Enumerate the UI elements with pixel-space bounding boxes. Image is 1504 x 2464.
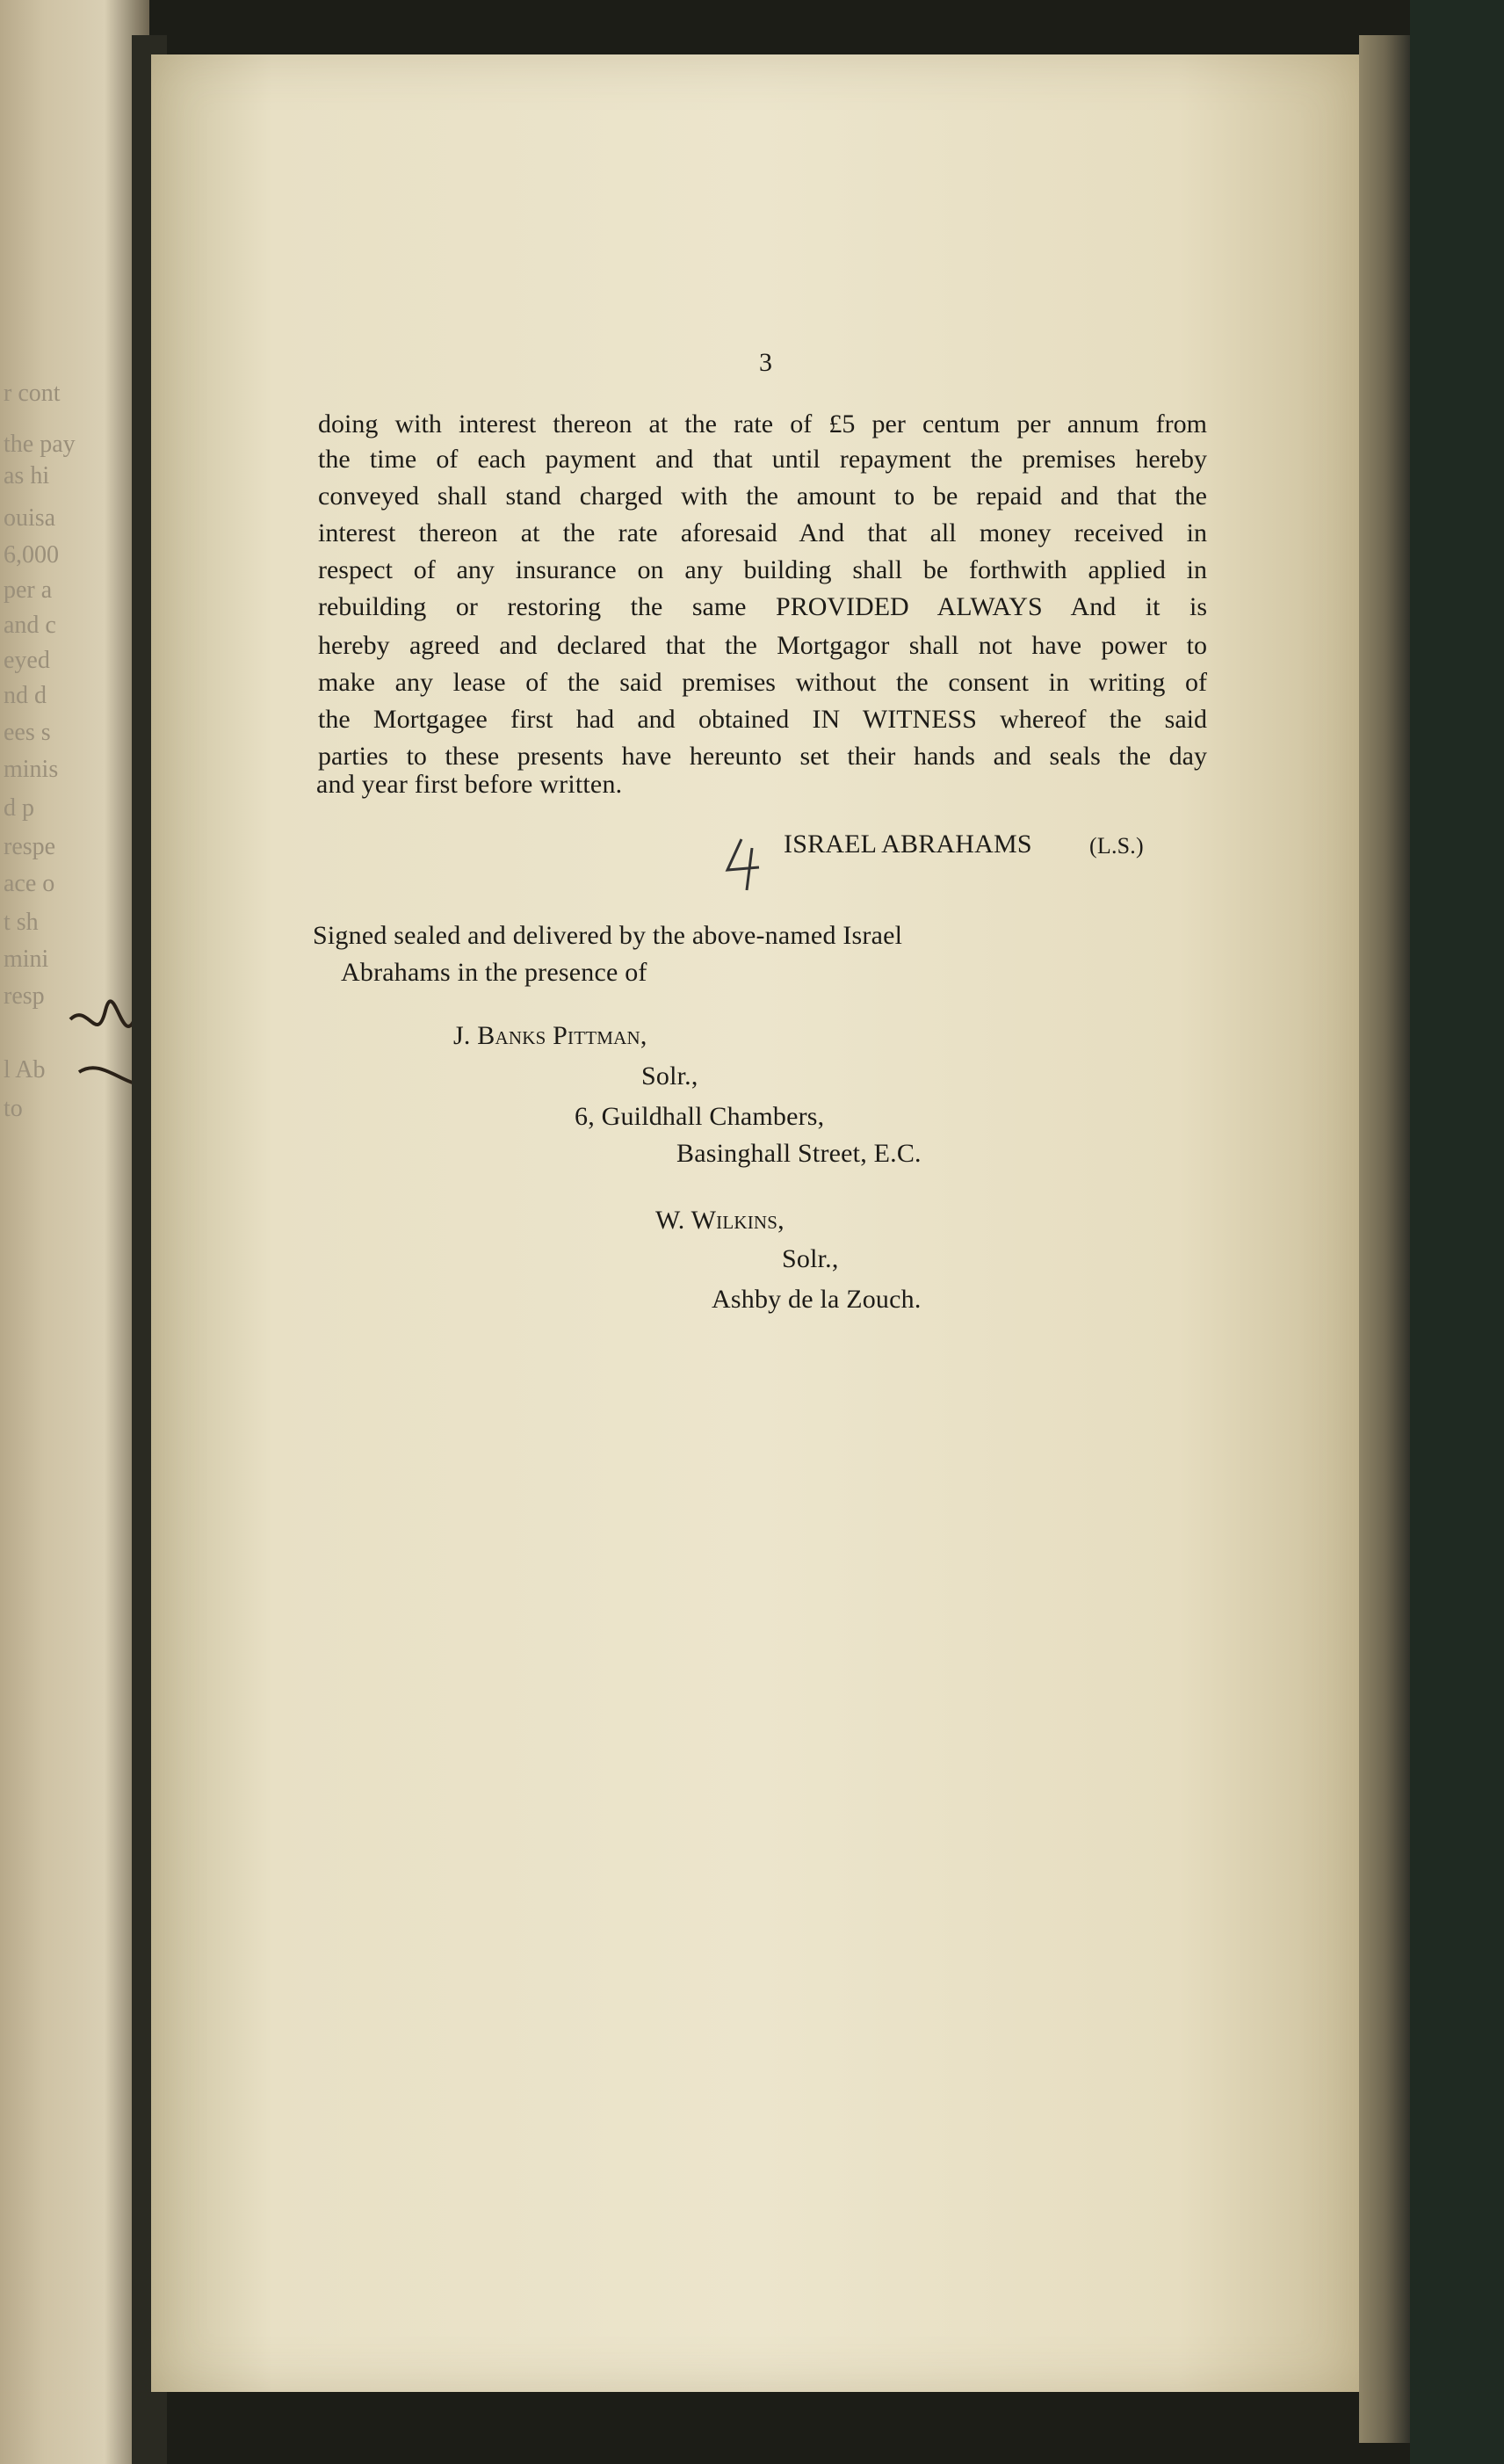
witness-name: W. Wilkins, [655, 1206, 785, 1235]
left-page-fragment: l Ab [4, 1056, 46, 1083]
body-line: conveyed shall stand charged with the amount to be repaid and that the [318, 482, 1207, 511]
page-number: 3 [759, 348, 773, 377]
left-page-fragment: ouisa [4, 504, 56, 532]
body-line: doing with interest thereon at the rate of £5 per centum per annum from [318, 409, 1207, 438]
left-page-fragment: as hi [4, 462, 50, 489]
left-page-fragment: respe [4, 833, 56, 860]
left-page-fragment: nd d [4, 682, 47, 709]
body-line: make any lease of the said premises without the consent in writing of [318, 668, 1207, 697]
pencil-mark [715, 830, 785, 892]
body-line: and year first before written. [316, 770, 623, 799]
book-cover [1410, 0, 1504, 2464]
left-page-fragment: per a [4, 576, 53, 604]
left-page-fragment: ace o [4, 870, 55, 897]
left-page-fragment: to [4, 1095, 23, 1122]
witness-name: J. Banks Pittman, [453, 1021, 647, 1050]
witness-title: Solr., [641, 1062, 698, 1091]
left-page-fragment: and c [4, 612, 56, 639]
page-edges [1359, 35, 1412, 2443]
left-page-fragment: r cont [4, 380, 61, 407]
left-page-fragment: the pay [4, 431, 76, 458]
witness-address: Ashby de la Zouch. [712, 1285, 922, 1314]
left-page-fragment: ees s [4, 719, 51, 746]
body-line: interest thereon at the rate aforesaid And that all money received in [318, 518, 1207, 547]
body-line: hereby agreed and declared that the Mortgagor shall not have power to [318, 631, 1207, 660]
left-page-fragment: eyed [4, 647, 50, 674]
left-page-fragment: resp [4, 982, 45, 1010]
left-page-fragment: d p [4, 794, 34, 822]
attestation-clause: Abrahams in the presence of [341, 958, 647, 987]
body-line: the time of each payment and that until repayment the premises hereby [318, 445, 1207, 474]
witness-address: 6, Guildhall Chambers, [575, 1102, 825, 1131]
witness-title: Solr., [782, 1244, 839, 1273]
left-page-fragment: minis [4, 756, 59, 783]
left-page-fragment: t sh [4, 909, 39, 936]
left-page-fragment: mini [4, 946, 49, 973]
seal-mark: (L.S.) [1089, 833, 1144, 859]
left-page-fragment: 6,000 [4, 541, 59, 569]
body-line: rebuilding or restoring the same PROVIDED ALWAYS And it is [318, 592, 1207, 621]
body-line: the Mortgagee first had and obtained IN WITNESS whereof the said [318, 705, 1207, 734]
body-line: parties to these presents have hereunto set their hands and seals the day [318, 742, 1207, 771]
witness-address: Basinghall Street, E.C. [676, 1139, 922, 1168]
body-line: respect of any insurance on any building shall be forthwith applied in [318, 555, 1207, 584]
attestation-clause: Signed sealed and delivered by the above-named Israel [313, 921, 903, 950]
signatory-name: ISRAEL ABRAHAMS [784, 830, 1032, 859]
left-page-edge [0, 0, 149, 2464]
